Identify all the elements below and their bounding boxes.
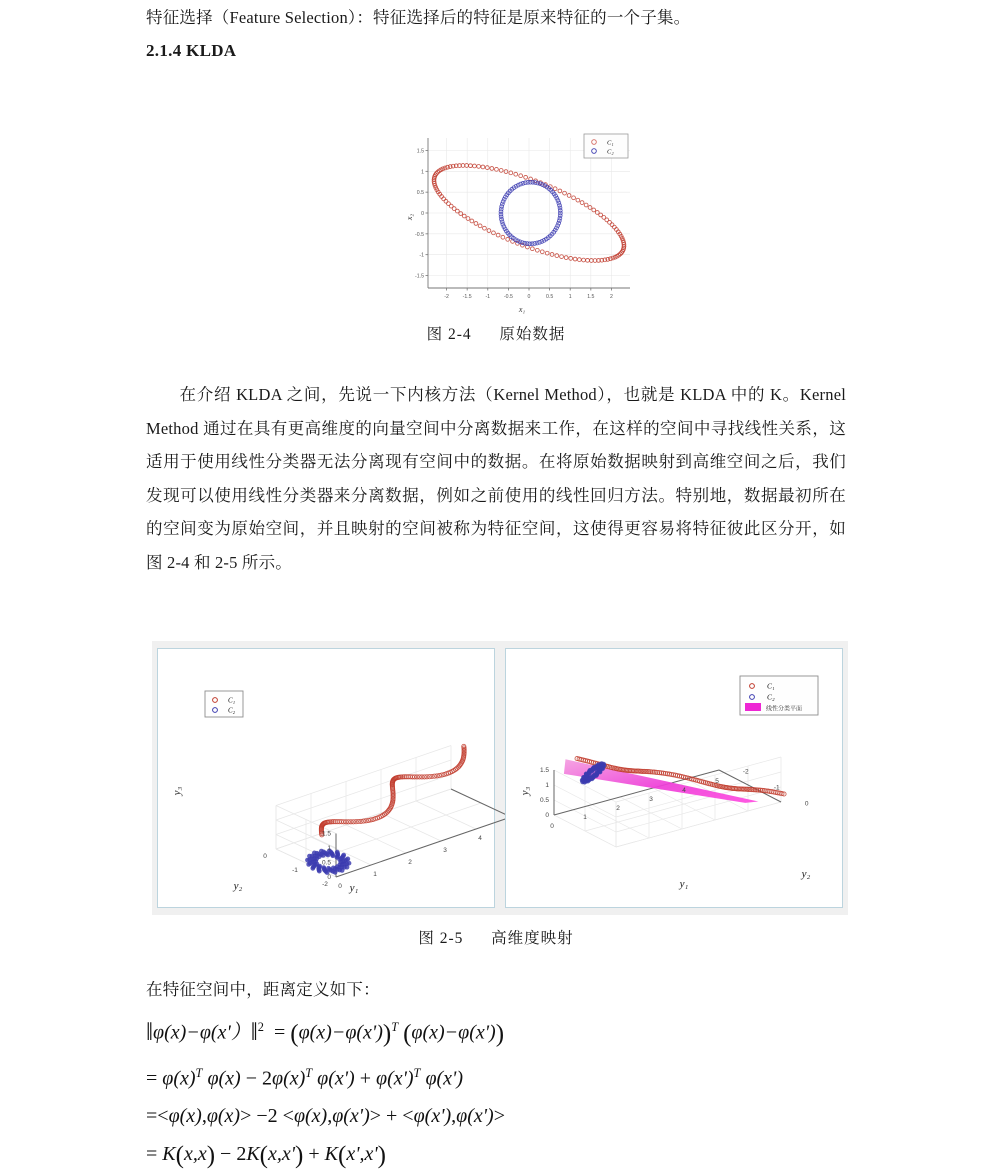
fig25r-zlabel: y₃ [519,786,531,796]
fig25l-legend [205,691,243,717]
fig25r-legend-label-2: C₂ [767,692,775,702]
svg-text:-2: -2 [742,768,749,776]
fig25r-legend [740,676,818,715]
fig25l-legend-label-1: C₁ [228,696,236,705]
formula-block [146,1008,866,1175]
svg-text:3: 3 [649,796,653,803]
svg-text:5: 5 [715,778,719,785]
fig25l-xlabel: y₁ [349,882,359,894]
svg-text:2: 2 [616,805,620,812]
svg-text:0.5: 0.5 [546,294,554,300]
figure-2-5-caption [0,926,992,948]
svg-text:0: 0 [527,294,531,300]
svg-text:1.5: 1.5 [539,767,549,775]
svg-text:-1.5: -1.5 [415,273,424,280]
fig25-left-svg [158,649,494,905]
figure-2-4-caption [0,322,992,344]
fig24-xlabel: x₁ [518,305,526,314]
feature-space-line: 在特征空间中，距离定义如下： [146,980,380,999]
svg-text:0: 0 [545,812,549,820]
svg-text:1.5: 1.5 [321,830,331,838]
svg-text:1: 1 [583,814,587,821]
fig24-legend [584,134,628,158]
svg-text:0.5: 0.5 [321,859,331,867]
figure-2-4-caption-text: 原始数据 [499,326,566,343]
svg-text:1: 1 [568,294,572,300]
svg-text:-1: -1 [419,252,424,259]
svg-text:1: 1 [545,782,549,790]
svg-text:2: 2 [408,859,412,866]
svg-text:1: 1 [373,871,377,878]
svg-text:0: 0 [550,823,554,830]
fig25-right-svg [506,649,842,905]
fig24-ylabel: x₂ [405,213,414,221]
svg-text:-1: -1 [773,784,780,792]
fig25l-ylabel: y₂ [233,880,243,892]
formula-line-3: =<φ(x),φ(x)> −2 <φ(x),φ(x')> + <φ(x'),φ(x')> [146,1105,505,1128]
svg-text:1: 1 [421,169,424,176]
fig25l-zlabel: y₃ [171,786,183,796]
fig25r-legend-label-3: 线性分类平面 [766,706,803,713]
section-heading: 2.1.4 KLDA [146,41,237,60]
svg-text:2: 2 [610,294,613,300]
figure-2-5-right-panel [505,648,843,908]
figure-2-5-caption-number: 图 2-5 [418,930,464,947]
svg-text:-0.5: -0.5 [415,231,424,238]
fig24-legend-label-1: C₁ [607,139,614,147]
svg-text:0: 0 [327,874,331,882]
svg-text:0: 0 [263,853,267,860]
svg-text:-1: -1 [485,294,491,300]
svg-text:-2: -2 [444,294,449,300]
svg-text:1.5: 1.5 [587,294,595,300]
intro-paragraph: 特征选择（Feature Selection）：特征选择后的特征是原来特征的一个子集。 [146,8,691,27]
fig25r-ylabel: y₂ [801,868,811,880]
fig24-legend-label-2: C₂ [607,148,614,156]
figure-2-4-chart [398,112,638,317]
svg-text:-1.5: -1.5 [462,294,472,300]
figure-2-5-caption-text: 高维度映射 [491,930,574,947]
formula-line-1: ‖φ(x)−φ(x'）‖$^2$ = $(\varphi(x)-\varphi(x'))^T$ (φ(x)−φ(x')) [146,1019,505,1048]
main-paragraph-text: 在介绍 KLDA 之间，先说一下内核方法（Kernel Method），也就是 KLDA 中的 K。Kernel Method 通过在具有更高维度的向量空间中分离数据来工作，在这样的空间中寻找线性关系，这适用于使用线性分类器无法分离现有空间中的数据。在将原始数据映射到高维空间之后，我们发现可以使用线性分类器来分离数据，例如之前使用的线性回归方法。特别地，数据最初所在的空间变为原始空间，并且映射的空间被称为特征空间，这使得更容易将特征彼此区分开，如图 2-4 和 2-5 所示。 [146,385,846,572]
fig25r-xlabel: y₁ [679,878,689,890]
figure-2-4-caption-number: 图 2-4 [426,326,472,343]
svg-text:-1: -1 [292,867,298,874]
svg-text:3: 3 [443,847,447,854]
svg-text:-0.5: -0.5 [503,294,513,300]
svg-text:0: 0 [338,883,342,890]
figure-2-5-container [152,641,848,915]
svg-text:1: 1 [327,845,331,853]
svg-text:-2: -2 [322,881,328,888]
svg-text:0: 0 [804,800,809,808]
main-paragraph [146,378,846,579]
formula-line-2: = $\varphi(x)^T$ $\varphi(x) - 2\varphi(x)^T$ $\varphi(x') + \varphi(x')^T$ φ(x') [146,1065,463,1090]
fig24-svg [398,112,638,317]
svg-text:4: 4 [478,835,482,842]
svg-text:0.5: 0.5 [539,797,549,805]
figure-2-5-left-panel [157,648,495,908]
fig25l-legend-label-2: C₂ [228,706,236,715]
svg-text:4: 4 [682,787,686,794]
svg-text:0.5: 0.5 [416,190,424,197]
formula-line-4: = K(x,x) − 2K(x,x') + K(x',x') [146,1142,386,1170]
svg-text:1.5: 1.5 [416,148,424,155]
fig25r-legend-label-1: C₁ [767,681,775,691]
svg-text:0: 0 [421,211,424,217]
